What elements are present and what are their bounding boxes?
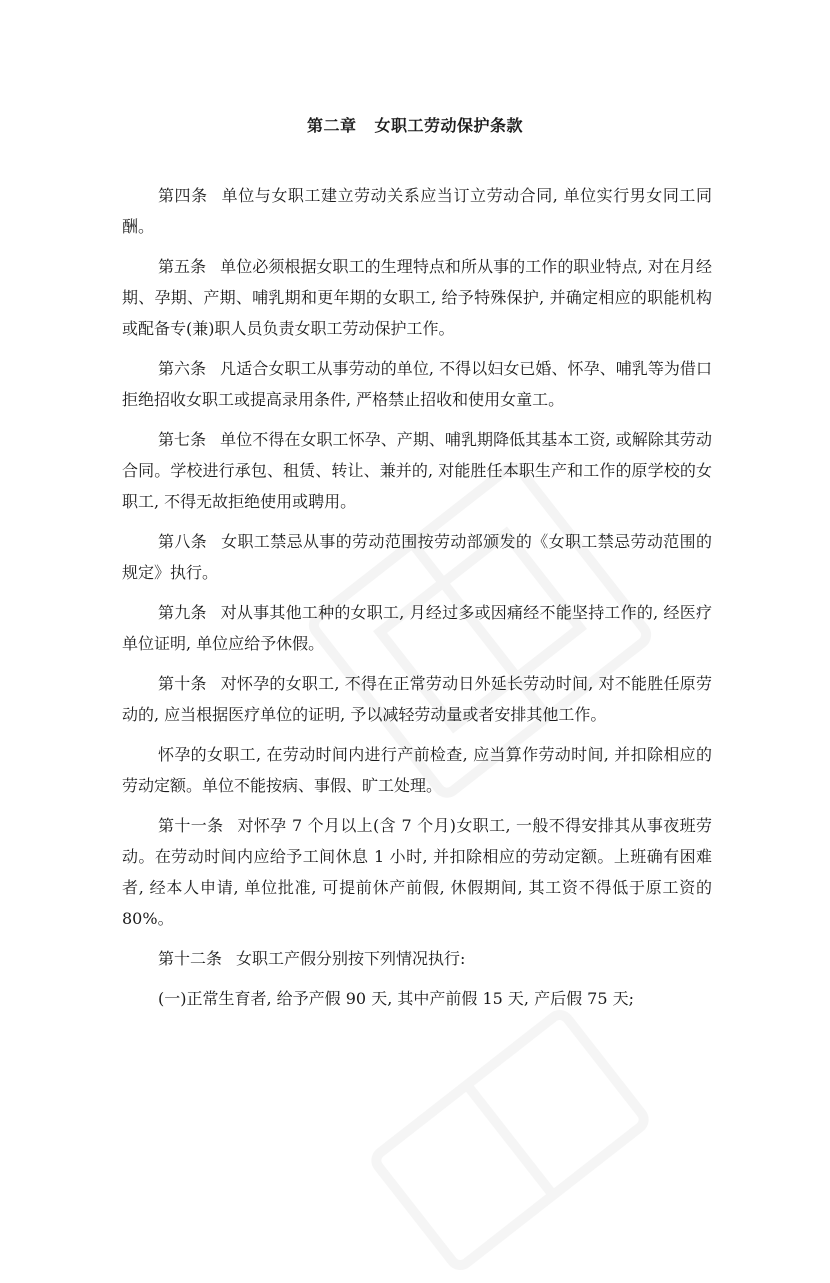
chapter-heading: 女职工劳动保护条款 xyxy=(374,116,524,135)
article-text: 女职工产假分别按下列情况执行: xyxy=(236,949,466,968)
article-text: 对从事其他工种的女职工, 月经过多或因痛经不能坚持工作的, 经医疗单位证明, 单位应给予休假。 xyxy=(122,603,712,653)
article-text: 单位必须根据女职工的生理特点和所从事的工作的职业特点, 对在月经期、孕期、产期、哺乳期和更年期的女职工, 给予特殊保护, 并确定相应的职能机构或配备专(兼)职人员负责女职工劳动保护工作。 xyxy=(122,257,712,338)
article-9 xyxy=(122,597,712,659)
article-label: 第九条 xyxy=(158,603,207,622)
article-11 xyxy=(122,810,712,934)
article-10-continued xyxy=(122,739,712,801)
article-label: 第五条 xyxy=(158,257,207,276)
chapter-title xyxy=(0,113,830,136)
article-label: 第七条 xyxy=(158,430,207,449)
article-label: 第四条 xyxy=(158,186,208,205)
article-text: (一)正常生育者, 给予产假 90 天, 其中产前假 15 天, 产后假 75 天; xyxy=(158,989,634,1008)
article-text: 怀孕的女职工, 在劳动时间内进行产前检查, 应当算作劳动时间, 并扣除相应的劳动定额。单位不能按病、事假、旷工处理。 xyxy=(122,745,712,795)
article-label: 第十一条 xyxy=(158,816,224,835)
article-label: 第十条 xyxy=(158,674,207,693)
article-label: 第十二条 xyxy=(158,949,223,968)
article-text: 单位与女职工建立劳动关系应当订立劳动合同, 单位实行男女同工同酬。 xyxy=(122,186,712,236)
article-text: 对怀孕的女职工, 不得在正常劳动日外延长劳动时间, 对不能胜任原劳动的, 应当根据医疗单位的证明, 予以减轻劳动量或者安排其他工作。 xyxy=(122,674,712,724)
article-5 xyxy=(122,251,712,344)
watermark-logo-lower xyxy=(358,997,661,1283)
document-body xyxy=(122,180,712,1023)
article-4 xyxy=(122,180,712,242)
article-12 xyxy=(122,943,712,974)
article-6 xyxy=(122,353,712,415)
article-label: 第六条 xyxy=(158,359,207,378)
article-text: 女职工禁忌从事的劳动范围按劳动部颁发的《女职工禁忌劳动范围的规定》执行。 xyxy=(122,532,712,582)
chapter-number: 第二章 xyxy=(306,116,357,135)
article-7 xyxy=(122,424,712,517)
article-12-item-1 xyxy=(122,983,712,1014)
article-10 xyxy=(122,668,712,730)
article-text: 单位不得在女职工怀孕、产期、哺乳期降低其基本工资, 或解除其劳动合同。学校进行承包、租赁、转让、兼并的, 对能胜任本职生产和工作的原学校的女职工, 不得无故拒绝使用或聘用。 xyxy=(122,430,712,511)
article-text: 对怀孕 7 个月以上(含 7 个月)女职工, 一般不得安排其从事夜班劳动。在劳动时间内应给予工间休息 1 小时, 并扣除相应的劳动定额。上班确有困难者, 经本人申请, 单位批准, 可提前休产前假, 休假期间, 其工资不得低于原工资的 80%。 xyxy=(122,816,712,928)
article-text: 凡适合女职工从事劳动的单位, 不得以妇女已婚、怀孕、哺乳等为借口拒绝招收女职工或提高录用条件, 严格禁止招收和使用女童工。 xyxy=(122,359,712,409)
article-8 xyxy=(122,526,712,588)
article-label: 第八条 xyxy=(158,532,208,551)
